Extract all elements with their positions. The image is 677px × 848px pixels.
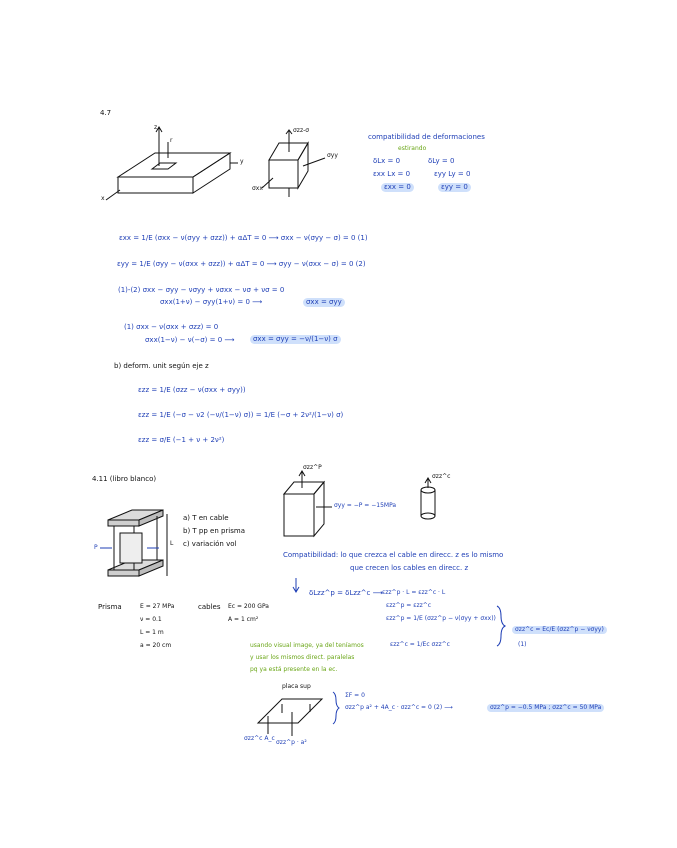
equation-3b: σxx(1+ν) − σyy(1+ν) = 0 ⟶ (160, 298, 263, 306)
sum-forces: ΣF = 0 (345, 692, 365, 699)
equation-3a: (1)-(2) σxx − σyy − νσyy + νσxx − νσ + νσ = 0 (118, 286, 285, 294)
compat-line-1: δLx = 0 (373, 157, 401, 165)
delta-equality: δLzz^p = δLzz^c ⟶ (309, 589, 383, 597)
prism-side-stress: σyy = −P = −15MPa (334, 502, 397, 509)
equation-4c: σxx = σyy = −ν/(1−ν) σ (250, 335, 341, 344)
part-b-heading: b) deform. unit según eje z (114, 362, 209, 370)
equation-7: εzz = σ/E (−1 + ν + 2ν²) (138, 436, 225, 444)
part-a: a) T en cable (183, 514, 229, 522)
prisma-data-1: E = 27 MPa (140, 603, 175, 610)
prisma-label: Prisma (98, 603, 122, 611)
cube-right-stress: σyy (327, 152, 338, 159)
prisma-data-4: a = 20 cm (140, 642, 172, 649)
compat-line-4: εyy Ly = 0 (434, 170, 471, 178)
axis-r-label: r (170, 137, 173, 144)
axis-z-label: z (154, 124, 158, 131)
equation-4b: σxx(1−ν) − ν(−σ) = 0 ⟶ (145, 336, 235, 344)
problem-number-4-7: 4.7 (100, 109, 112, 117)
prisma-data-2: ν = 0.1 (140, 616, 162, 623)
part-c: c) variación vol (183, 540, 237, 548)
cable-top-stress: σzz^c (432, 473, 451, 480)
strain-eq-3: εzz^p = 1/E (σzz^p − ν(σyy + σxx)) (386, 615, 496, 622)
green-note-3: pq ya está presente en la ec. (250, 666, 338, 673)
strain-eq-2: εzz^p = εzz^c (386, 602, 432, 609)
length-l-label: L (170, 540, 174, 547)
green-note-1: usando visual image, ya del teníamos (250, 642, 364, 649)
compat-line-2: δLy = 0 (428, 157, 455, 165)
axis-y-label: y (240, 158, 244, 165)
compat-title: compatibilidad de deformaciones (368, 133, 485, 141)
prism-cables-sketch (100, 510, 167, 576)
prism-top-stress: σzz^P (303, 464, 322, 471)
cables-data-1: Ec = 200 GPa (228, 603, 269, 610)
cables-label: cables (198, 603, 221, 611)
strain-eq-1: εzz^p · L = εzz^c · L (382, 589, 446, 596)
force-equation: σzz^p a² + 4A_c · σzz^c = 0 (2) ⟶ (345, 704, 453, 711)
cables-data-2: A = 1 cm² (228, 616, 259, 623)
compat-line-5: εxx = 0 (381, 183, 414, 192)
equation-5: εzz = 1/E (σzz − ν(σxx + σyy)) (138, 386, 246, 394)
result-eq-1: σzz^c = Ec/E (σzz^p − νσyy) (512, 626, 607, 634)
compat-line-6: εyy = 0 (438, 183, 471, 192)
compat-line-3: εxx Lx = 0 (373, 170, 411, 178)
cube-left-stress: σxx (252, 185, 263, 192)
top-plate-sketch (258, 699, 322, 736)
compat-note: estirando (398, 145, 427, 152)
stress-cube-sketch (262, 127, 325, 197)
prisma-data-3: L = 1 m (140, 629, 164, 636)
down-arrow-sketch (293, 578, 299, 592)
axis-x-label: x (101, 195, 105, 202)
load-p-left: P (94, 544, 98, 551)
plate-label: placa sup (282, 683, 311, 690)
cube-top-stress: σzz-σ (293, 127, 310, 134)
result-eq-1-number: (1) (518, 641, 527, 648)
equation-4a: (1) σxx − ν(σxx + σzz) = 0 (124, 323, 219, 331)
strain-eq-4: εzz^c = 1/Ec σzz^c (390, 641, 450, 648)
equation-3c: σxx = σyy (303, 298, 345, 307)
compat-text-2: que crecen los cables en direcc. z (350, 564, 469, 572)
problem-title-4-11: 4.11 (libro blanco) (92, 475, 157, 483)
equation-1: εxx = 1/E (σxx − ν(σyy + σzz)) + αΔT = 0 ⟶ σxx − ν(σyy − σ) = 0 (1) (119, 234, 368, 242)
plate-bottom-label-2: σzz^p · a² (276, 739, 307, 746)
compat-text-1: Compatibilidad: lo que crezca el cable en direcc. z es lo mismo (283, 551, 504, 559)
equation-6: εzz = 1/E (−σ − ν2 (−ν/(1−ν) σ)) = 1/E (−σ + 2ν²/(1−ν) σ) (138, 411, 344, 419)
equation-2: εyy = 1/E (σyy − ν(σxx + σzz)) + αΔT = 0 ⟶ σyy − ν(σxx − σ) = 0 (2) (117, 260, 366, 268)
plate-bottom-label-1: σzz^c A_c (244, 735, 275, 742)
force-result: σzz^p = −0.5 MPa ; σzz^c = 50 MPa (487, 704, 604, 712)
green-note-2: y usar los mismos direct. paralelas (250, 654, 355, 661)
part-b: b) T pp en prisma (183, 527, 246, 535)
